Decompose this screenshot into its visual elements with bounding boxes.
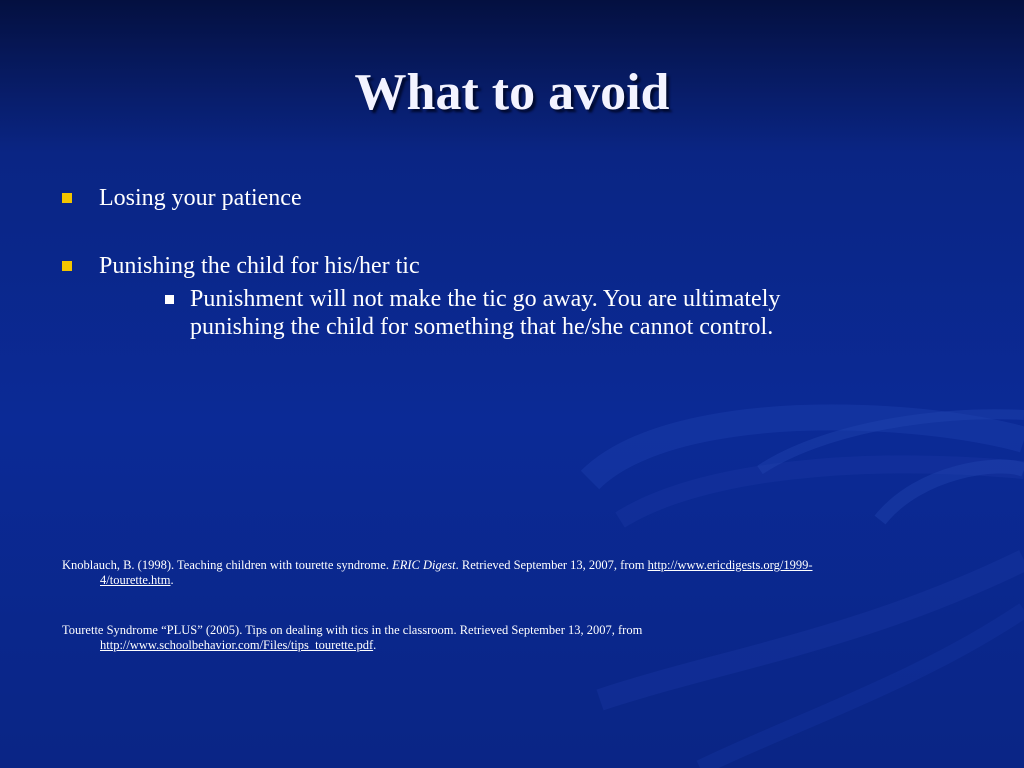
sub-bullet-item xyxy=(165,285,780,341)
citation-text: . xyxy=(170,573,174,587)
reference-citation xyxy=(62,623,902,653)
bullet-item xyxy=(62,251,420,281)
citation-text: Tourette Syndrome “PLUS” (2005). Tips on dealing with tics in the classroom. Retrieved September 13, 2007, from xyxy=(62,623,643,637)
citation-text: . xyxy=(373,638,377,652)
sub-bullet-line: Punishment will not make the tic go away. You are ultimately xyxy=(190,286,781,312)
white-square-bullet-icon xyxy=(165,295,174,304)
citation-text: . Retrieved September 13, 2007, from xyxy=(455,558,648,572)
reference-citation xyxy=(62,558,902,588)
citation-link[interactable]: http://www.schoolbehavior.com/Files/tips_tourette.pdf xyxy=(100,638,374,652)
citation-link[interactable]: http://www.ericdigests.org/1999- xyxy=(647,558,813,572)
citation-text: Knoblauch, B. (1998). Teaching children with tourette syndrome. xyxy=(62,558,393,572)
yellow-square-bullet-icon xyxy=(62,261,72,271)
citation-link[interactable]: 4/tourette.htm xyxy=(100,573,171,587)
bullet-text: Punishing the child for his/her tic xyxy=(99,253,420,279)
citation-journal: ERIC Digest xyxy=(392,558,456,572)
sub-bullet-line: punishing the child for something that he/she cannot control. xyxy=(190,314,774,340)
yellow-square-bullet-icon xyxy=(62,193,72,203)
bullet-text: Losing your patience xyxy=(99,185,302,211)
slide-title: What to avoid xyxy=(354,64,670,121)
bullet-item xyxy=(62,183,302,213)
sub-bullet-text xyxy=(190,285,780,341)
